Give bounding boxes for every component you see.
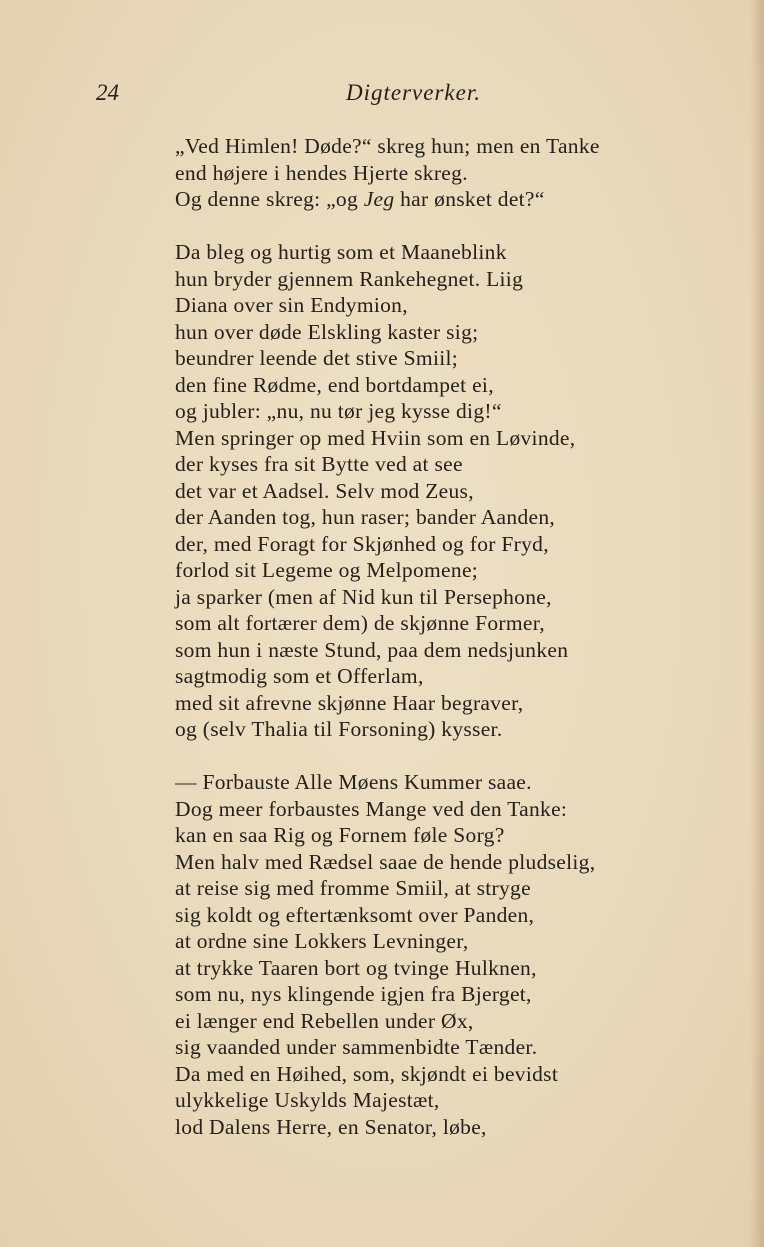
stanza-1 <box>175 133 675 213</box>
verse-line: at ordne sine Lokkers Levninger, <box>175 929 469 953</box>
verse-line: Men springer op med Hviin som en Løvinde, <box>175 425 576 450</box>
verse-line: Dog meer forbaustes Mange ved den Tanke: <box>175 796 568 821</box>
verse-line-with-italic: Og denne skreg: „og Jeg har ønsket det?“ <box>175 187 545 211</box>
verse-line: forlod sit Legeme og Melpomene; <box>175 558 479 582</box>
verse-line: Men halv med Rædsel saae de hende pludselig, <box>175 849 596 874</box>
verse-line: ja sparker (men af Nid kun til Persephone, <box>175 584 552 609</box>
verse-line: end højere i hendes Hjerte skreg. <box>175 160 468 185</box>
verse-line: Diana over sin Endymion, <box>175 293 408 317</box>
verse-line: kan en saa Rig og Fornem føle Sorg? <box>175 823 505 847</box>
verse-line: ulykkelige Uskylds Majestæt, <box>175 1088 440 1112</box>
stanza-3 <box>175 769 675 1140</box>
stanza-2 <box>175 239 675 743</box>
verse-line: det var et Aadsel. Selv mod Zeus, <box>175 478 474 503</box>
running-title: Digterverker. <box>346 80 481 105</box>
verse-line: beundrer leende det stive Smiil; <box>175 346 459 370</box>
poem-text <box>175 133 675 1167</box>
verse-line: sagtmodig som et Offerlam, <box>175 664 424 688</box>
verse-line: ei længer end Rebellen under Øx, <box>175 1008 474 1033</box>
verse-line: der, med Foragt for Skjønhed og for Fryd, <box>175 531 549 556</box>
verse-line: at reise sig med fromme Smiil, at stryge <box>175 876 531 900</box>
verse-line: den fine Rødme, end bortdampet ei, <box>175 372 494 397</box>
verse-line: Da med en Høihed, som, skjøndt ei bevidst <box>175 1061 559 1086</box>
verse-line: der kyses fra sit Bytte ved at see <box>175 452 463 476</box>
page-edge-shadow <box>750 0 764 1247</box>
verse-line: „Ved Himlen! Døde?“ skreg hun; men en Tanke <box>175 134 600 158</box>
verse-line: der Aanden tog, hun raser; bander Aanden, <box>175 505 556 529</box>
verse-line: som alt fortærer dem) de skjønne Former, <box>175 611 545 635</box>
verse-line: lod Dalens Herre, en Senator, løbe, <box>175 1114 487 1139</box>
verse-line: som nu, nys klingende igjen fra Bjerget, <box>175 982 532 1006</box>
verse-line: med sit afrevne skjønne Haar begraver, <box>175 690 524 715</box>
verse-line: sig vaanded under sammenbidte Tænder. <box>175 1035 538 1059</box>
verse-line: som hun i næste Stund, paa dem nedsjunken <box>175 637 569 662</box>
verse-line: hun bryder gjennem Rankehegnet. Liig <box>175 266 524 291</box>
running-header <box>0 78 764 108</box>
verse-line: hun over døde Elskling kaster sig; <box>175 319 479 344</box>
verse-line: og (selv Thalia til Forsoning) kysser. <box>175 717 503 741</box>
verse-line: — Forbauste Alle Møens Kummer saae. <box>175 770 532 794</box>
verse-line: Da bleg og hurtig som et Maaneblink <box>175 240 507 264</box>
verse-line: og jubler: „nu, nu tør jeg kysse dig!“ <box>175 399 502 423</box>
page-number: 24 <box>96 80 119 105</box>
verse-line: at trykke Taaren bort og tvinge Hulknen, <box>175 955 537 980</box>
verse-line: sig koldt og eftertænksomt over Panden, <box>175 902 535 927</box>
